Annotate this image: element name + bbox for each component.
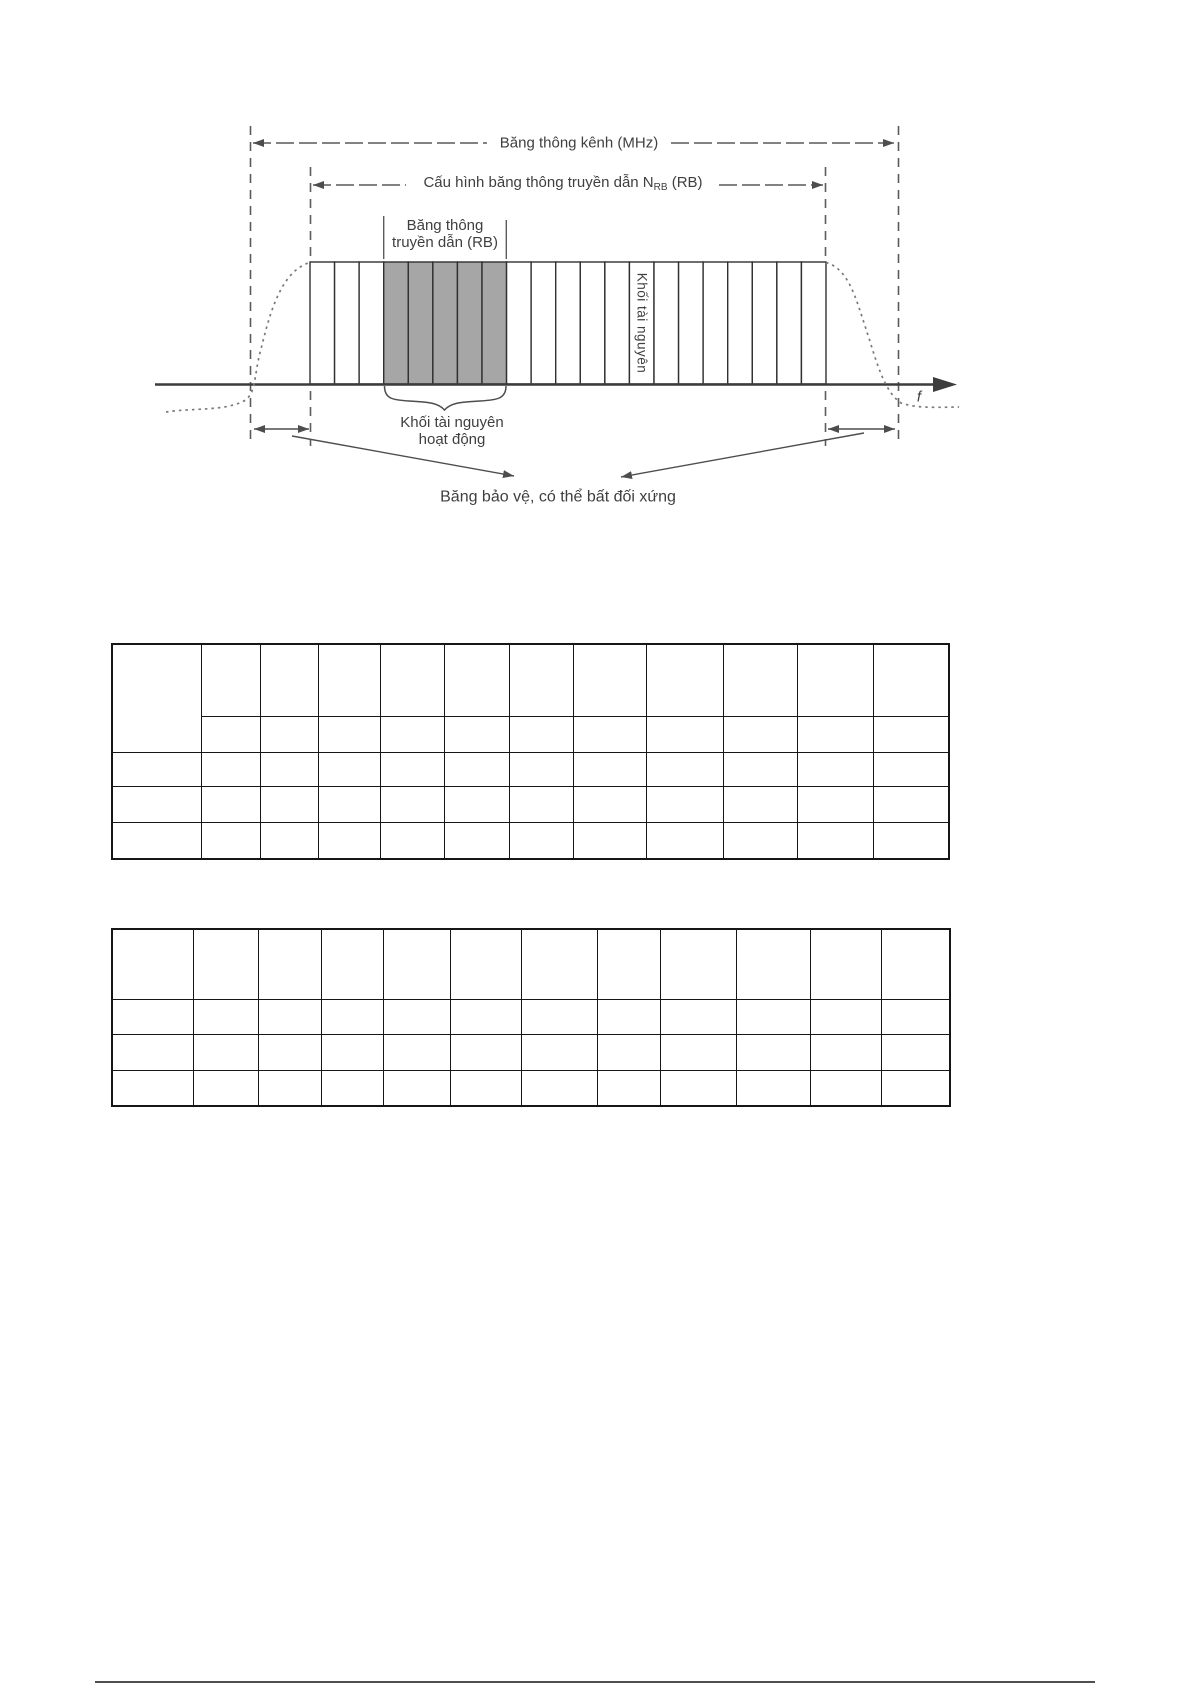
- resource-block: [703, 262, 728, 384]
- table-cell: [321, 1070, 383, 1106]
- table-cell: [383, 1070, 450, 1106]
- table-cell: [112, 1034, 193, 1070]
- config-bandwidth-text: Cấu hình băng thông truyền dẫn N: [423, 174, 654, 191]
- table-cell: [736, 999, 810, 1034]
- table-cell: [521, 999, 597, 1034]
- table-cell: [646, 644, 723, 716]
- resource-config-table: [111, 928, 951, 1107]
- table-cell: [450, 1034, 521, 1070]
- table-cell: [450, 1070, 521, 1106]
- table-cell: [873, 822, 949, 859]
- table-cell: [810, 1034, 881, 1070]
- resource-block: [531, 262, 556, 384]
- table-cell: [509, 752, 573, 786]
- table-row: [112, 822, 949, 859]
- table-cell: [193, 1034, 258, 1070]
- table-row: [112, 1034, 950, 1070]
- table-cell: [646, 822, 723, 859]
- table-cell: [573, 716, 646, 752]
- table-cell: [260, 752, 318, 786]
- table-cell: [509, 644, 573, 716]
- table-cell: [810, 999, 881, 1034]
- table-cell: [597, 999, 660, 1034]
- bandwidth-diagram-graphics: [0, 0, 1192, 560]
- right-guard-pointer-arrow: [621, 433, 864, 477]
- resource-block: [752, 262, 777, 384]
- active-rb-line2: hoạt động: [418, 431, 486, 448]
- table-cell: [660, 999, 736, 1034]
- table-cell: [797, 644, 873, 716]
- table-cell: [736, 929, 810, 999]
- transmission-bandwidth-line2: truyền dẫn (RB): [392, 234, 498, 251]
- table-cell: [646, 786, 723, 822]
- table-row: [112, 786, 949, 822]
- active-rb-brace: [385, 386, 507, 410]
- table-cell: [797, 752, 873, 786]
- table-cell: [597, 1034, 660, 1070]
- table-row: [112, 999, 950, 1034]
- table-cell: [318, 822, 380, 859]
- resource-block-shaded: [482, 262, 507, 384]
- table-cell: [521, 929, 597, 999]
- table-cell: [258, 1070, 321, 1106]
- table-cell: [646, 752, 723, 786]
- table-cell: [881, 999, 950, 1034]
- table-cell: [450, 929, 521, 999]
- table-cell: [112, 999, 193, 1034]
- table-cell: [646, 716, 723, 752]
- table-cell: [318, 716, 380, 752]
- config-bandwidth-subscript: RB: [653, 182, 668, 193]
- table-cell: [260, 822, 318, 859]
- active-rb-line1: Khối tài nguyên: [400, 414, 504, 431]
- table-cell: [444, 644, 509, 716]
- transmission-bandwidth-label: [392, 217, 498, 251]
- table-header-cell: [112, 644, 201, 752]
- resource-block: [556, 262, 581, 384]
- resource-block: [359, 262, 384, 384]
- table-cell: [873, 786, 949, 822]
- frequency-axis-arrowhead: [933, 377, 957, 392]
- table-cell: [260, 786, 318, 822]
- resource-block: [605, 262, 630, 384]
- table-cell: [509, 716, 573, 752]
- table-cell: [736, 1070, 810, 1106]
- resource-block: [335, 262, 360, 384]
- resource-block: [801, 262, 826, 384]
- table-cell: [797, 786, 873, 822]
- table-cell: [597, 929, 660, 999]
- table-cell: [193, 929, 258, 999]
- table-cell: [881, 1070, 950, 1106]
- transmission-bandwidth-line1: Băng thông: [406, 217, 484, 234]
- table-cell: [380, 822, 444, 859]
- table-cell: [797, 822, 873, 859]
- table-cell: [444, 822, 509, 859]
- table-cell: [112, 752, 201, 786]
- table-cell: [450, 999, 521, 1034]
- table-cell: [321, 1034, 383, 1070]
- table-cell: [383, 1034, 450, 1070]
- table-cell: [258, 1034, 321, 1070]
- table-cell: [318, 752, 380, 786]
- table-cell: [201, 644, 260, 716]
- table-cell: [810, 929, 881, 999]
- table-cell: [723, 752, 797, 786]
- table-cell: [318, 644, 380, 716]
- table-cell: [573, 644, 646, 716]
- table-cell: [723, 644, 797, 716]
- table-cell: [112, 929, 193, 999]
- table-cell: [112, 1070, 193, 1106]
- table-cell: [597, 1070, 660, 1106]
- resource-block-shaded: [384, 262, 409, 384]
- resource-block: [580, 262, 605, 384]
- table-cell: [873, 752, 949, 786]
- table-cell: [660, 1034, 736, 1070]
- table-cell: [509, 786, 573, 822]
- table-cell: [260, 644, 318, 716]
- resource-block: [679, 262, 704, 384]
- table-cell: [881, 1034, 950, 1070]
- table-cell: [873, 716, 949, 752]
- table-cell: [201, 752, 260, 786]
- table-cell: [321, 929, 383, 999]
- table-cell: [881, 929, 950, 999]
- resource-block: [777, 262, 802, 384]
- table-cell: [258, 929, 321, 999]
- resource-block: [507, 262, 532, 384]
- resource-block-shaded: [433, 262, 458, 384]
- table-row: [112, 929, 950, 999]
- table-cell: [797, 716, 873, 752]
- channel-bandwidth-label: Băng thông kênh (MHz): [499, 134, 659, 152]
- table-cell: [723, 716, 797, 752]
- table-cell: [573, 752, 646, 786]
- page-bottom-rule: [95, 1681, 1095, 1683]
- table-cell: [112, 786, 201, 822]
- table-cell: [383, 999, 450, 1034]
- table-cell: [723, 822, 797, 859]
- table-cell: [201, 822, 260, 859]
- table-row: [112, 752, 949, 786]
- envelope-left-curve: [166, 263, 310, 413]
- table-cell: [660, 929, 736, 999]
- table-cell: [444, 786, 509, 822]
- frequency-axis-label: f: [916, 388, 922, 406]
- active-resource-block-label: [400, 414, 503, 448]
- table-cell: [383, 929, 450, 999]
- table-cell: [573, 786, 646, 822]
- resource-block: [728, 262, 753, 384]
- table-cell: [318, 786, 380, 822]
- table-cell: [573, 822, 646, 859]
- table-cell: [736, 1034, 810, 1070]
- table-cell: [112, 822, 201, 859]
- table-cell: [193, 999, 258, 1034]
- table-cell: [660, 1070, 736, 1106]
- resource-block-vertical-label: Khối tài nguyên: [634, 272, 650, 374]
- table-cell: [321, 999, 383, 1034]
- table-cell: [873, 644, 949, 716]
- table-row: [112, 716, 949, 752]
- resource-block-shaded: [408, 262, 433, 384]
- table-cell: [521, 1034, 597, 1070]
- table-row: [112, 1070, 950, 1106]
- table-cell: [380, 752, 444, 786]
- config-bandwidth-label: [423, 174, 702, 196]
- table-row: [112, 644, 949, 716]
- table-cell: [444, 716, 509, 752]
- config-bandwidth-suffix: (RB): [667, 174, 703, 191]
- resource-block: [310, 262, 335, 384]
- table-cell: [380, 786, 444, 822]
- table-cell: [380, 716, 444, 752]
- table-cell: [723, 786, 797, 822]
- table-cell: [521, 1070, 597, 1106]
- table-cell: [444, 752, 509, 786]
- table-cell: [509, 822, 573, 859]
- guard-band-label: Băng bảo vệ, có thể bất đối xứng: [440, 488, 676, 506]
- table-cell: [258, 999, 321, 1034]
- table-cell: [260, 716, 318, 752]
- resource-block-shaded: [457, 262, 482, 384]
- resource-block: [654, 262, 679, 384]
- channel-bandwidth-table: [111, 643, 950, 860]
- table-cell: [810, 1070, 881, 1106]
- table-cell: [193, 1070, 258, 1106]
- table-cell: [201, 716, 260, 752]
- table-cell: [380, 644, 444, 716]
- table-cell: [201, 786, 260, 822]
- resource-block-row: [310, 262, 826, 384]
